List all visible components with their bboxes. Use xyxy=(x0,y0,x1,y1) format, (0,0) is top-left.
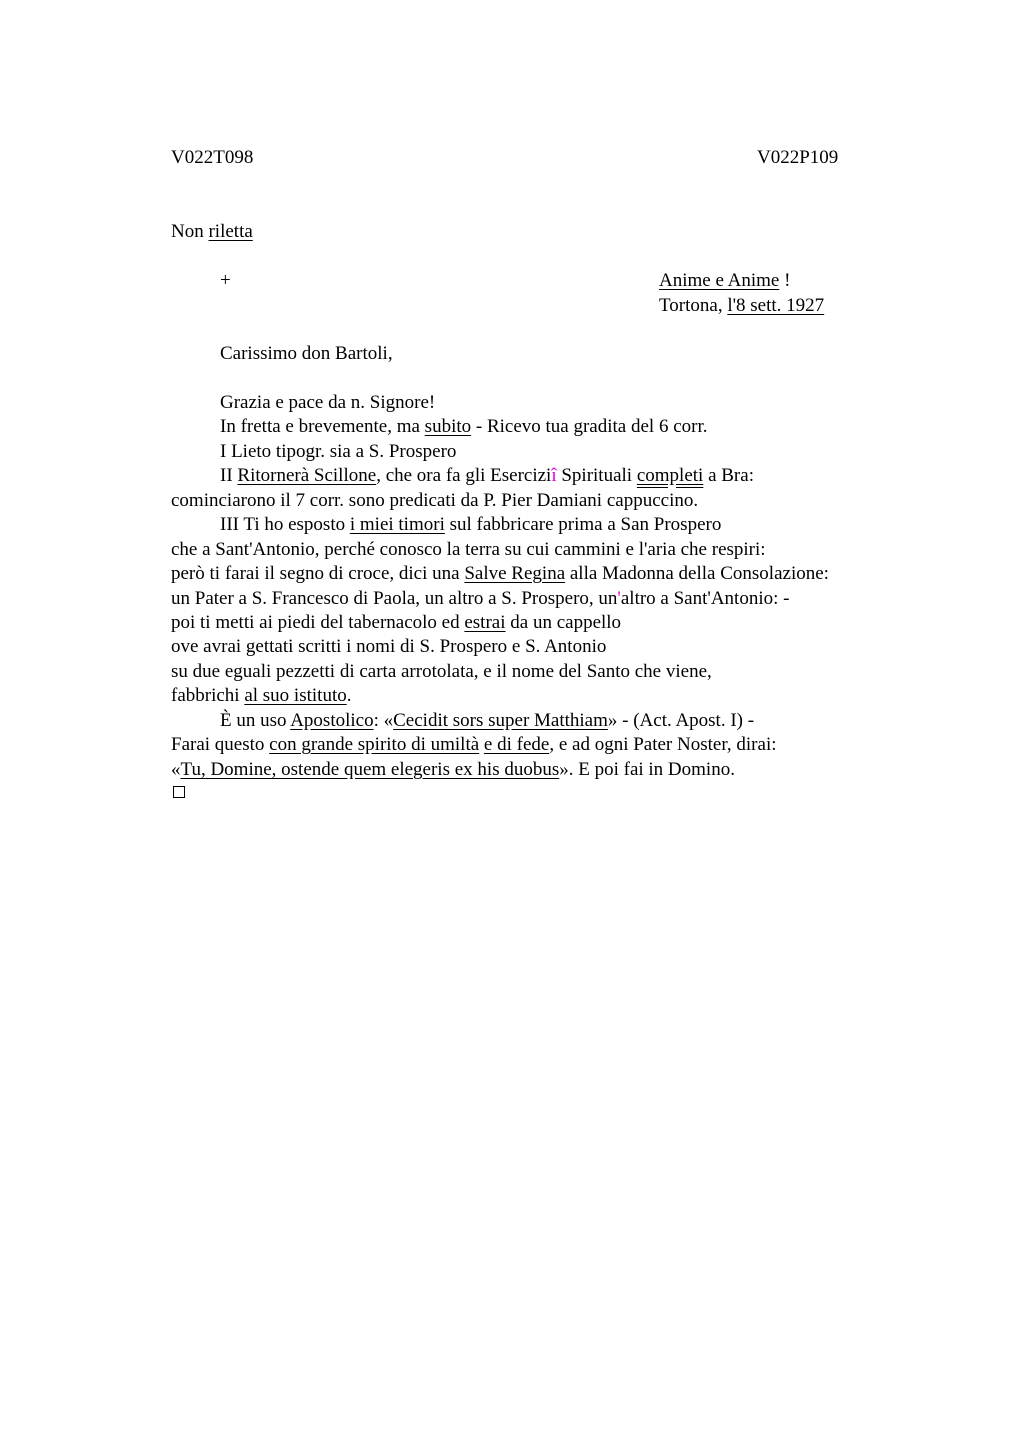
document-code-left: V022T098 xyxy=(171,147,254,168)
letter-line xyxy=(220,415,707,439)
letter-line: I Lieto tipogr. sia a S. Prospero xyxy=(220,441,457,462)
letter-line xyxy=(171,733,777,757)
text-run: sul fabbricare prima a San Prospero xyxy=(444,514,722,535)
text-run: È un uso xyxy=(220,710,291,731)
underlined-run: Cecidit sors super Matthiam xyxy=(393,710,608,731)
salutation: Carissimo don Bartoli, xyxy=(220,343,393,364)
text-run: In fretta e brevemente, ma xyxy=(220,416,425,437)
letter-line: cominciarono il 7 corr. sono predicati da P. Pier Damiani cappuccino. xyxy=(171,490,699,511)
text-run: poi ti metti ai piedi del tabernacolo ed xyxy=(171,612,465,633)
text-run: Spirituali xyxy=(556,465,637,486)
letter-line xyxy=(171,611,621,635)
underlined-run: Salve Regina xyxy=(464,563,566,584)
document-code-right: V022P109 xyxy=(757,147,839,168)
motto-text: Anime e Anime xyxy=(659,270,780,291)
cross-mark: + xyxy=(220,270,231,291)
text-run: , che ora fa gli Esercizi xyxy=(376,465,552,486)
letter-line xyxy=(220,709,754,733)
text-run: ». E poi fai in Domino. xyxy=(559,759,735,780)
underlined-run: con grande spirito di umiltà xyxy=(269,734,480,755)
letter-line: ove avrai gettati scritti i nomi di S. Prospero e S. Antonio xyxy=(171,636,607,657)
correction-mark: ' xyxy=(617,588,621,609)
greeting: Grazia e pace da n. Signore! xyxy=(220,392,436,413)
text-run: III Ti ho esposto xyxy=(220,514,350,535)
text-run: » - (Act. Apost. I) - xyxy=(607,710,755,731)
motto-excl: ! xyxy=(779,270,791,291)
letter-line xyxy=(171,684,351,708)
text-run: a Bra: xyxy=(703,465,754,486)
underlined-run: e di fede xyxy=(483,734,550,755)
correction-mark: î xyxy=(551,465,557,486)
date: l'8 sett. 1927 xyxy=(727,295,825,316)
underlined-run: Apostolico xyxy=(290,710,374,731)
text-run: - Ricevo tua gradita del 6 corr. xyxy=(471,416,708,437)
text-run: Farai questo xyxy=(171,734,270,755)
place-date xyxy=(659,294,824,318)
review-status xyxy=(171,220,253,244)
underlined-run: estrai xyxy=(464,612,506,633)
double-underlined-run: completi xyxy=(636,465,704,486)
underlined-run: Tu, Domine, ostende quem elegeris ex his duobus xyxy=(180,759,560,780)
review-status-prefix: Non xyxy=(171,221,204,242)
letter-line xyxy=(220,513,721,537)
letter-line xyxy=(171,758,735,782)
text-run: , e ad ogni Pater Noster, dirai: xyxy=(549,734,777,755)
letter-line xyxy=(171,562,829,586)
review-status-word: riletta xyxy=(208,221,253,242)
end-box-icon xyxy=(173,786,185,798)
underlined-run: Ritornerà Scillone xyxy=(237,465,377,486)
text-run: « xyxy=(171,759,181,780)
underlined-run: al suo istituto xyxy=(244,685,347,706)
letter-line xyxy=(220,464,754,488)
motto xyxy=(659,269,790,293)
text-run: però ti farai il segno di croce, dici una xyxy=(171,563,465,584)
letter-line xyxy=(171,587,789,611)
text-run: . xyxy=(346,685,352,706)
text-run: un Pater a S. Francesco di Paola, un altro a S. Prospero, un xyxy=(171,588,618,609)
underlined-run: subito xyxy=(424,416,472,437)
text-run: alla Madonna della Consolazione: xyxy=(565,563,829,584)
letter-line: che a Sant'Antonio, perché conosco la terra su cui cammini e l'aria che respiri: xyxy=(171,539,766,560)
text-run: : « xyxy=(373,710,394,731)
text-run: fabbrichi xyxy=(171,685,245,706)
place: Tortona, xyxy=(659,295,728,316)
underlined-run: i miei timori xyxy=(349,514,445,535)
text-run: II xyxy=(220,465,238,486)
text-run: da un cappello xyxy=(505,612,622,633)
letter-line: su due eguali pezzetti di carta arrotolata, e il nome del Santo che viene, xyxy=(171,661,712,682)
text-run: altro a Sant'Antonio: - xyxy=(620,588,790,609)
